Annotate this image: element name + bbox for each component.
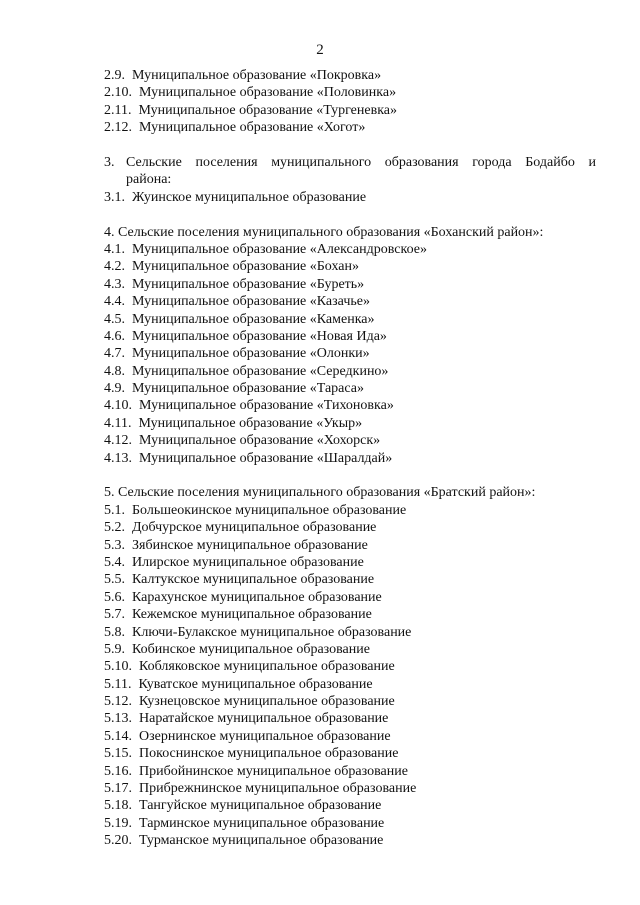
item-number: 4.9. — [104, 381, 125, 397]
list-item — [104, 502, 596, 519]
list-item — [104, 415, 596, 432]
item-number: 5.9. — [104, 641, 125, 657]
list-item — [104, 276, 596, 293]
list-item — [104, 363, 596, 380]
section-number: 3. — [104, 154, 115, 170]
list-item — [104, 189, 596, 206]
list-item — [104, 432, 596, 449]
item-text: Турманское муниципальное образование — [139, 833, 384, 849]
item-number: 5.1. — [104, 502, 125, 518]
section-number: 4. — [104, 224, 115, 240]
item-number: 5.14. — [104, 728, 132, 744]
list-item — [104, 676, 596, 693]
item-text: Муниципальное образование «Середкино» — [132, 363, 389, 379]
item-text: Кобляковское муниципальное образование — [139, 659, 395, 675]
item-number: 4.1. — [104, 241, 125, 257]
item-text: Муниципальное образование «Новая Ида» — [132, 328, 387, 344]
item-text: Муниципальное образование «Шаралдай» — [139, 450, 393, 466]
list-item — [104, 258, 596, 275]
item-text: Добчурское муниципальное образование — [132, 520, 377, 536]
list-item — [104, 606, 596, 623]
spacer — [104, 206, 596, 223]
list-item — [104, 710, 596, 727]
section-heading-text: Сельские поселения муниципального образования «Братский район»: — [118, 485, 536, 501]
item-text: Большеокинское муниципальное образование — [132, 502, 407, 518]
section-4-heading — [104, 224, 596, 241]
item-number: 2.10. — [104, 85, 132, 101]
document-content — [104, 67, 596, 850]
section-5-heading — [104, 484, 596, 501]
list-item — [104, 624, 596, 641]
list-item — [104, 554, 596, 571]
item-text: Куватское муниципальное образование — [138, 676, 373, 692]
item-number: 5.12. — [104, 694, 132, 710]
list-item — [104, 519, 596, 536]
item-number: 5.6. — [104, 589, 125, 605]
spacer — [104, 137, 596, 154]
item-number: 5.17. — [104, 781, 132, 797]
item-number: 5.2. — [104, 520, 125, 536]
item-text: Карахунское муниципальное образование — [132, 589, 382, 605]
item-text: Тангуйское муниципальное образование — [139, 798, 382, 814]
list-item — [104, 119, 596, 136]
item-number: 4.11. — [104, 415, 132, 431]
item-number: 5.7. — [104, 607, 125, 623]
list-item — [104, 241, 596, 258]
section-heading-continuation: района: — [126, 172, 172, 188]
list-item — [104, 450, 596, 467]
list-item — [104, 815, 596, 832]
item-number: 4.8. — [104, 363, 125, 379]
item-number: 2.11. — [104, 102, 132, 118]
list-item — [104, 763, 596, 780]
item-number: 5.8. — [104, 624, 125, 640]
list-item — [104, 397, 596, 414]
item-text: Муниципальное образование «Половинка» — [139, 85, 397, 101]
item-text: Наратайское муниципальное образование — [139, 711, 389, 727]
item-text: Муниципальное образование «Хохорск» — [139, 433, 381, 449]
list-block-5 — [104, 502, 596, 850]
item-number: 4.5. — [104, 311, 125, 327]
item-number: 5.11. — [104, 676, 132, 692]
item-text: Ключи-Булакское муниципальное образование — [132, 624, 412, 640]
item-text: Прибойнинское муниципальное образование — [139, 763, 408, 779]
item-text: Муниципальное образование «Укыр» — [138, 415, 363, 431]
item-text: Муниципальное образование «Александровское» — [132, 241, 427, 257]
item-text: Муниципальное образование «Каменка» — [132, 311, 375, 327]
list-item — [104, 641, 596, 658]
item-text: Жуинское муниципальное образование — [132, 189, 367, 205]
item-text: Муниципальное образование «Тараса» — [132, 381, 364, 397]
item-text: Илирское муниципальное образование — [132, 554, 364, 570]
section-heading-line: Сельские поселения муниципального образования города Бодайбо и — [126, 154, 596, 170]
item-number: 4.13. — [104, 450, 132, 466]
section-heading-text: Сельские поселения муниципального образования «Боханский район»: — [118, 224, 544, 240]
item-number: 4.4. — [104, 294, 125, 310]
item-number: 3.1. — [104, 189, 125, 205]
list-item — [104, 745, 596, 762]
item-number: 5.15. — [104, 746, 132, 762]
list-item — [104, 728, 596, 745]
item-text: Муниципальное образование «Буреть» — [132, 276, 365, 292]
item-text: Муниципальное образование «Тургеневка» — [138, 102, 397, 118]
list-item — [104, 589, 596, 606]
list-item — [104, 67, 596, 84]
item-number: 5.4. — [104, 554, 125, 570]
item-number: 2.9. — [104, 68, 125, 83]
item-number: 5.18. — [104, 798, 132, 814]
list-item — [104, 328, 596, 345]
list-item — [104, 658, 596, 675]
list-item — [104, 537, 596, 554]
list-block-2 — [104, 67, 596, 137]
list-item — [104, 311, 596, 328]
list-block-3 — [104, 189, 596, 206]
list-item — [104, 797, 596, 814]
item-number: 5.5. — [104, 572, 125, 588]
list-block-4 — [104, 241, 596, 467]
item-text: Муниципальное образование «Покровка» — [132, 68, 382, 83]
item-number: 4.2. — [104, 259, 125, 275]
item-number: 4.10. — [104, 398, 132, 414]
list-item — [104, 380, 596, 397]
item-text: Муниципальное образование «Тихоновка» — [139, 398, 394, 414]
list-item — [104, 780, 596, 797]
item-text: Кежемское муниципальное образование — [132, 607, 372, 623]
list-item — [104, 345, 596, 362]
item-number: 5.3. — [104, 537, 125, 553]
page-number: 2 — [316, 42, 324, 58]
item-text: Калтукское муниципальное образование — [132, 572, 375, 588]
item-number: 5.19. — [104, 815, 132, 831]
item-number: 4.3. — [104, 276, 125, 292]
section-3-heading — [104, 154, 596, 189]
item-number: 5.10. — [104, 659, 132, 675]
item-text: Кобинское муниципальное образование — [132, 641, 370, 657]
list-item — [104, 102, 596, 119]
item-number: 5.16. — [104, 763, 132, 779]
item-text: Кузнецовское муниципальное образование — [139, 694, 395, 710]
list-item — [104, 832, 596, 849]
item-number: 2.12. — [104, 120, 132, 136]
item-number: 4.12. — [104, 433, 132, 449]
item-number: 5.20. — [104, 833, 132, 849]
list-item — [104, 84, 596, 101]
item-text: Муниципальное образование «Бохан» — [132, 259, 359, 275]
spacer — [104, 467, 596, 484]
item-text: Зябинское муниципальное образование — [132, 537, 368, 553]
list-item — [104, 571, 596, 588]
item-number: 4.6. — [104, 328, 125, 344]
item-text: Тарминское муниципальное образование — [139, 815, 385, 831]
item-text: Муниципальное образование «Олонки» — [132, 346, 370, 362]
item-text: Муниципальное образование «Казачье» — [132, 294, 370, 310]
item-number: 5.13. — [104, 711, 132, 727]
list-item — [104, 293, 596, 310]
item-text: Покоснинское муниципальное образование — [139, 746, 399, 762]
item-text: Муниципальное образование «Хогот» — [139, 120, 366, 136]
section-number: 5. — [104, 485, 115, 501]
list-item — [104, 693, 596, 710]
item-text: Озернинское муниципальное образование — [139, 728, 391, 744]
item-text: Прибрежнинское муниципальное образование — [139, 781, 417, 797]
item-number: 4.7. — [104, 346, 125, 362]
